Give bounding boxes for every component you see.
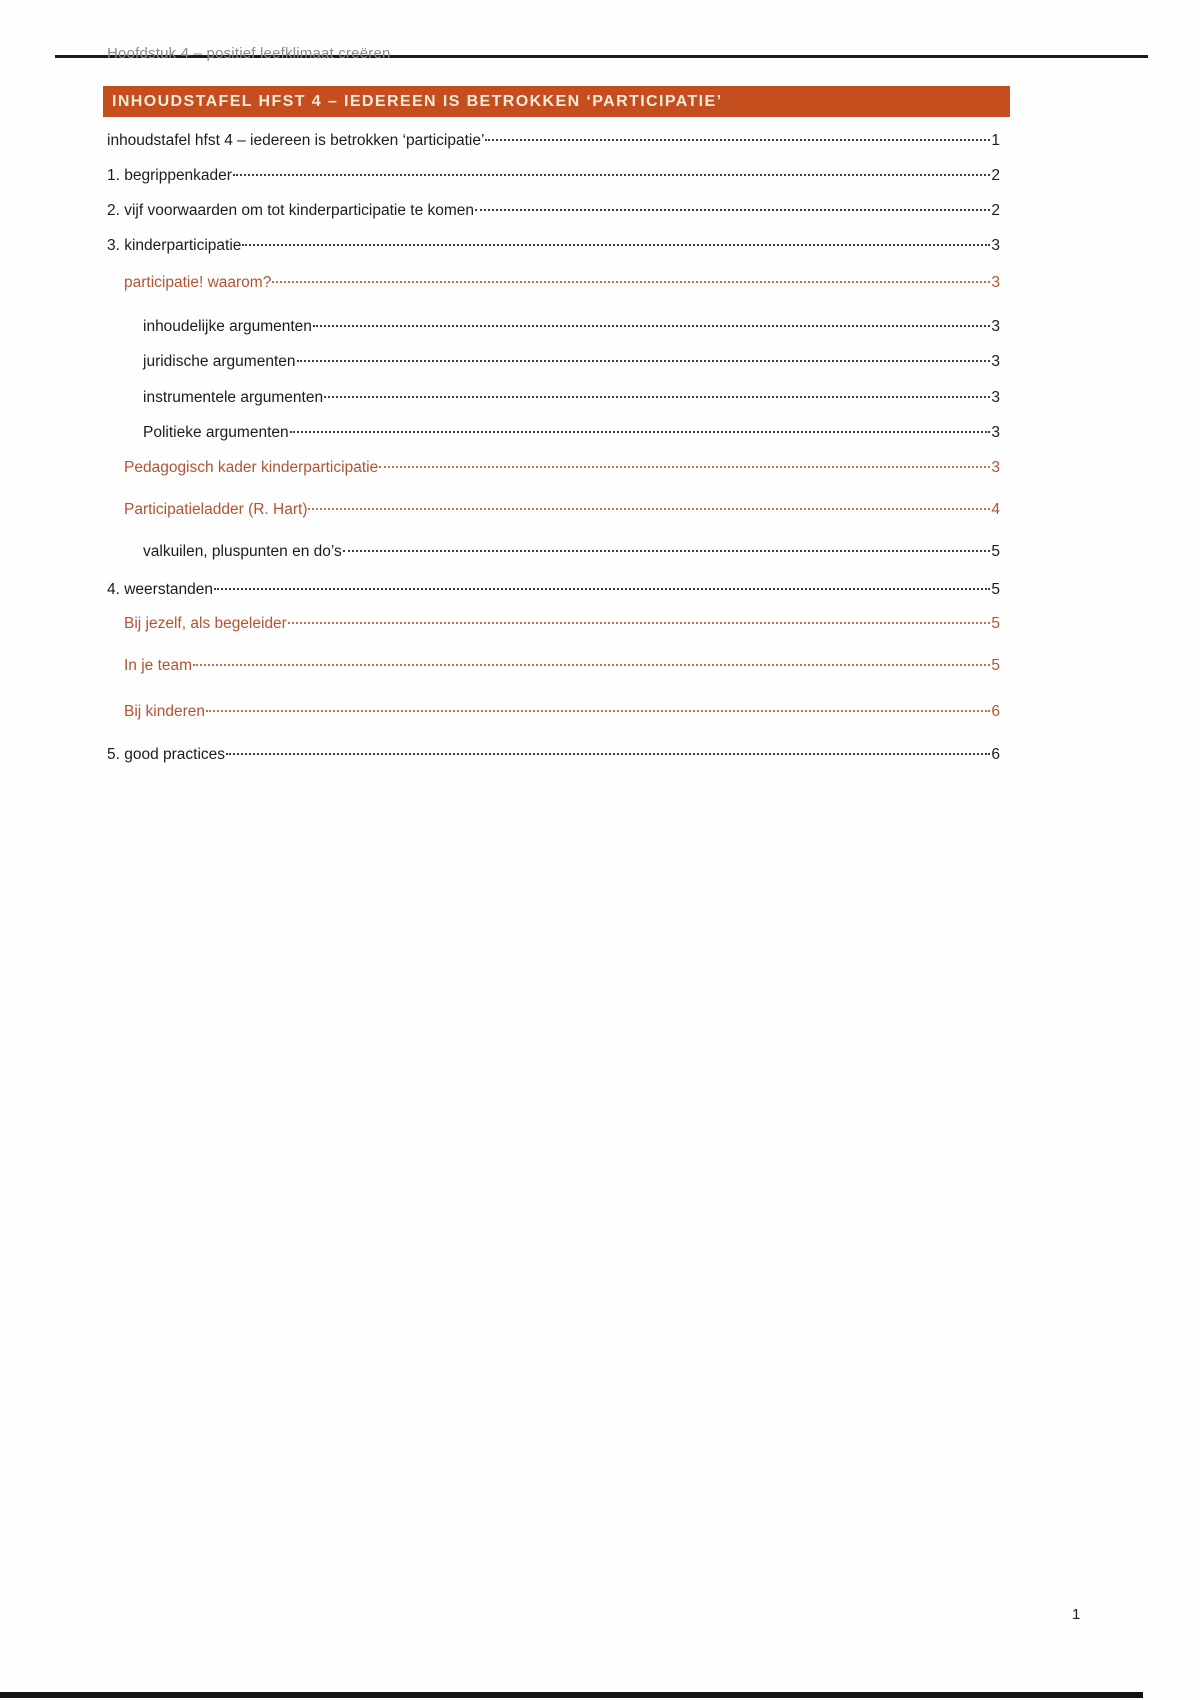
toc-entry[interactable] [103,317,1000,337]
toc-entry-label: 3. kinderparticipatie [107,237,242,254]
dot-leader [226,753,990,755]
toc-entry[interactable] [103,166,1000,186]
toc-entry-label: 1. begrippenkader [107,167,232,184]
toc-entry-page-number: 2 [991,167,1000,184]
toc-entry-label: In je team [124,657,193,674]
toc-entry[interactable] [103,580,1000,600]
dot-leader [206,710,990,712]
toc-entry-label: Bij jezelf, als begeleider [124,615,287,632]
toc-entry-label: juridische argumenten [143,353,296,370]
toc-entry-page-number: 5 [991,581,1000,598]
toc-entry-page-number: 3 [991,318,1000,335]
dot-leader [297,360,991,362]
toc-entry[interactable] [103,201,1000,221]
toc-entry[interactable] [103,614,1000,634]
toc-entry-page-number: 2 [991,202,1000,219]
dot-leader [308,508,990,510]
toc-entry-page-number: 3 [991,389,1000,406]
toc-entry-page-number: 3 [991,237,1000,254]
toc-entry-page-number: 3 [991,274,1000,291]
toc-entry-label: participatie! waarom? [124,274,272,291]
toc-entry-page-number: 6 [991,703,1000,720]
toc-entry-page-number: 4 [991,501,1000,518]
toc-entry-label: inhoudelijke argumenten [143,318,312,335]
toc-entry-label: 2. vijf voorwaarden om tot kinderparticipatie te komen [107,202,475,219]
toc-entry-label: inhoudstafel hfst 4 – iedereen is betrokken ‘participatie’ [107,132,485,149]
dot-leader [343,550,991,552]
table-of-contents [103,117,1000,765]
running-header: Hoofdstuk 4 – positief leefklimaat creëren [107,45,391,62]
toc-entry-label: Pedagogisch kader kinderparticipatie [124,459,379,476]
toc-entry[interactable] [103,131,1000,151]
dot-leader [324,396,990,398]
dot-leader [379,466,990,468]
dot-leader [485,139,990,141]
footer-page-number: 1 [1072,1606,1081,1623]
toc-entry-page-number: 3 [991,424,1000,441]
dot-leader [193,664,990,666]
dot-leader [313,325,990,327]
toc-title-banner: INHOUDSTAFEL HFST 4 – IEDEREEN IS BETROKKEN ‘PARTICIPATIE’ [103,86,1010,117]
toc-entry-label: valkuilen, pluspunten en do’s [143,543,342,560]
toc-entry-page-number: 6 [991,746,1000,763]
toc-entry-page-number: 3 [991,459,1000,476]
toc-entry-page-number: 5 [991,615,1000,632]
dot-leader [290,431,991,433]
toc-entry[interactable] [103,388,1000,408]
toc-entry[interactable] [103,745,1000,765]
toc-entry-label: Bij kinderen [124,703,205,720]
dot-leader [214,588,990,590]
toc-entry[interactable] [103,458,1000,478]
toc-entry[interactable] [103,273,1000,293]
dot-leader [242,244,990,246]
dot-leader [288,622,991,624]
toc-entry-label: Participatieladder (R. Hart) [124,501,308,518]
toc-entry[interactable] [103,352,1000,372]
dot-leader [233,174,990,176]
toc-entry-page-number: 5 [991,657,1000,674]
toc-entry[interactable] [103,656,1000,676]
dot-leader [475,209,990,211]
toc-entry-label: instrumentele argumenten [143,389,324,406]
toc-entry-page-number: 3 [991,353,1000,370]
toc-entry-label: 5. good practices [107,746,226,763]
toc-entry-label: Politieke argumenten [143,424,289,441]
toc-entry[interactable] [103,542,1000,562]
toc-entry-page-number: 5 [991,543,1000,560]
toc-entry[interactable] [103,423,1000,443]
footer-rule-line [0,1692,1143,1698]
toc-entry-label: 4. weerstanden [107,581,213,598]
toc-entry[interactable] [103,236,1000,256]
toc-entry[interactable] [103,702,1000,722]
dot-leader [272,281,990,283]
toc-entry-page-number: 1 [991,132,1000,149]
toc-entry[interactable] [103,500,1000,520]
